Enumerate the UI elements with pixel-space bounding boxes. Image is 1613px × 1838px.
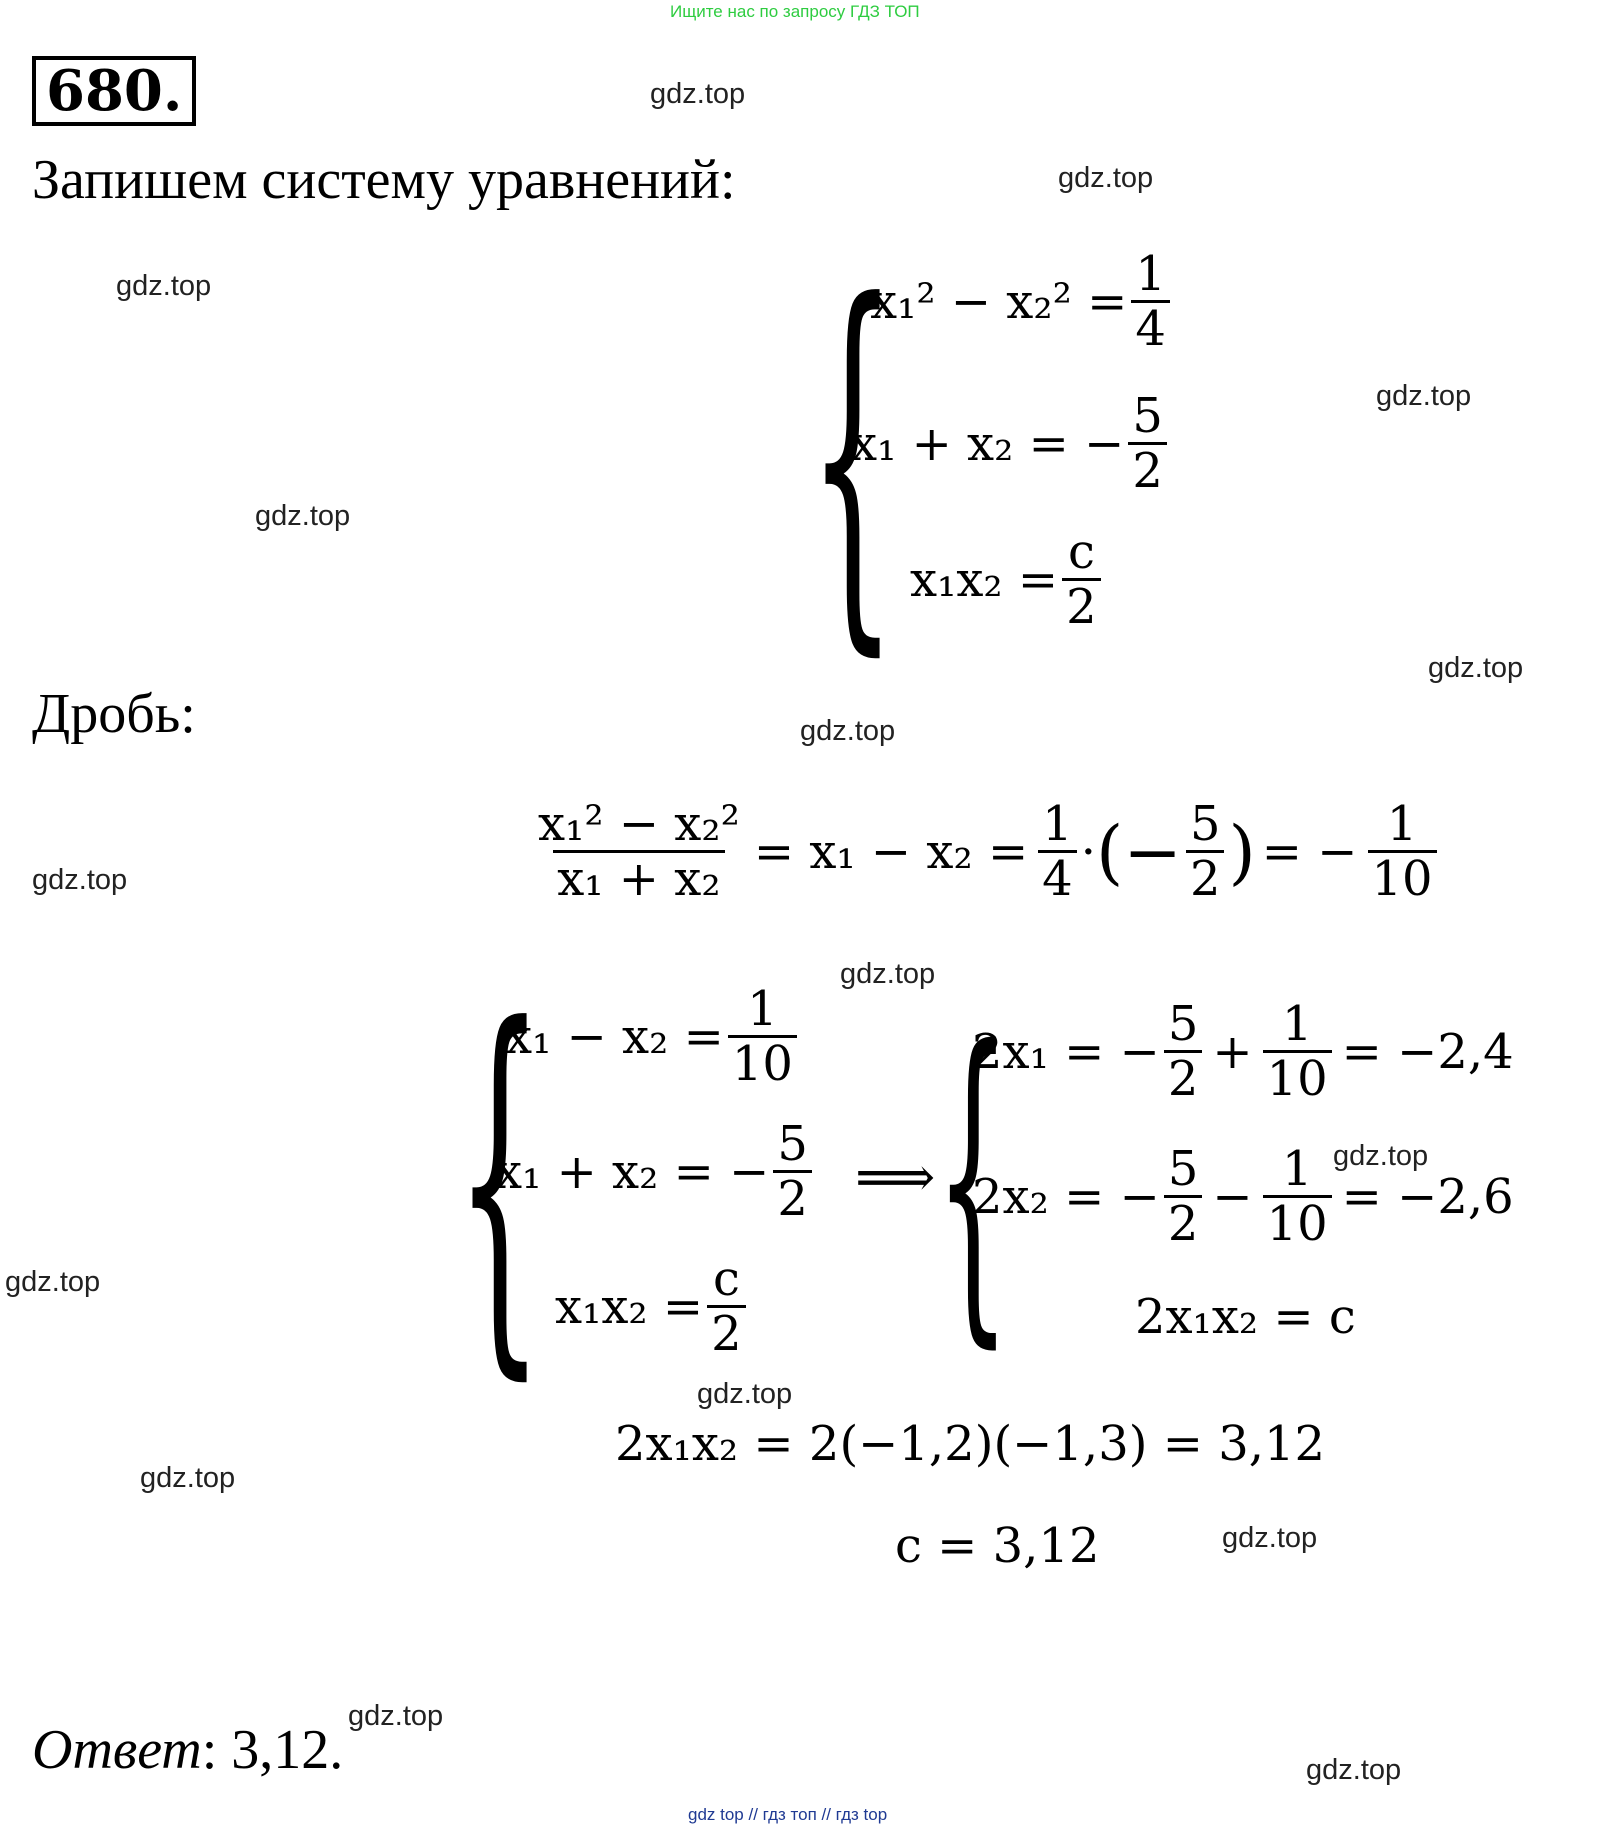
system2-left-row3-frac xyxy=(707,1251,746,1362)
frac-den: 10 xyxy=(1368,850,1437,903)
watermark: gdz.top xyxy=(1376,380,1472,412)
frac-num: 1 xyxy=(1281,996,1313,1052)
system2-right-row1-frac-b xyxy=(1263,996,1332,1107)
system1-row2 xyxy=(850,388,1171,499)
system2-right-row3: 2x₁x₂ = c xyxy=(1135,1289,1356,1345)
system2-right-row1 xyxy=(972,996,1514,1107)
fraction-eq-neg: = − xyxy=(1261,823,1358,880)
answer-label: Ответ xyxy=(32,1719,202,1781)
system1-row1-frac xyxy=(1131,246,1170,357)
frac-num: 1 xyxy=(1135,246,1166,302)
watermark: gdz.top xyxy=(5,1266,101,1298)
main-fraction xyxy=(534,796,744,907)
system1-row2-frac xyxy=(1128,388,1167,499)
fraction-f3 xyxy=(1368,796,1437,907)
system1-row2-lhs: x₁ + x₂ = − xyxy=(850,415,1125,472)
fraction-mid: = x₁ − x₂ = xyxy=(753,823,1029,880)
system1-row3-lhs: x₁x₂ = xyxy=(910,551,1059,608)
task-number: 680. xyxy=(32,56,196,126)
watermark: gdz.top xyxy=(1428,652,1524,684)
frac-num: 5 xyxy=(1167,1141,1199,1197)
frac-den: 2 xyxy=(1062,578,1101,631)
system2-right-row2-frac-a xyxy=(1164,1141,1203,1252)
frac-num: 5 xyxy=(1167,996,1199,1052)
watermark: gdz.top xyxy=(1333,1140,1429,1172)
frac-den: 10 xyxy=(1263,1050,1332,1103)
system2-left-brace: { xyxy=(455,947,545,1412)
fraction-paren-close: ) xyxy=(1228,810,1256,893)
frac-num: 1 xyxy=(747,981,778,1037)
frac-den: x₁ + x₂ xyxy=(553,850,724,903)
frac-num: x₁² − x₂² xyxy=(538,796,740,852)
watermark: gdz.top xyxy=(1222,1522,1318,1554)
frac-den: 4 xyxy=(1131,300,1170,353)
frac-den: 2 xyxy=(707,1305,746,1358)
implies-arrow: ⟹ xyxy=(855,1145,936,1210)
system2-right-row1-lhs: 2x₁ = − xyxy=(972,1023,1160,1080)
frac-num: 1 xyxy=(1386,796,1418,852)
frac-num: c xyxy=(1067,524,1095,580)
watermark: gdz.top xyxy=(800,715,896,747)
fraction-paren-open: (− xyxy=(1095,810,1182,893)
watermark: gdz.top xyxy=(32,864,128,896)
system2-right-row1-frac-a xyxy=(1164,996,1203,1107)
system1-row3 xyxy=(910,524,1105,635)
system2-right-row1-op: + xyxy=(1212,1023,1253,1080)
system1-row1 xyxy=(870,246,1174,357)
frac-num: 5 xyxy=(777,1116,808,1172)
footer-links[interactable]: gdz top // гдз топ // гдз top xyxy=(688,1805,888,1824)
system2-left-row3-lhs: x₁x₂ = xyxy=(555,1278,704,1335)
fraction-f2 xyxy=(1186,796,1225,907)
frac-num: 1 xyxy=(1281,1141,1313,1197)
fraction-f1 xyxy=(1038,796,1077,907)
watermark: gdz.top xyxy=(697,1378,793,1410)
system2-right-row2-op: − xyxy=(1212,1168,1253,1225)
watermark: gdz.top xyxy=(255,500,351,532)
watermark: gdz.top xyxy=(140,1462,236,1494)
system2-left-row2-lhs: x₁ + x₂ = − xyxy=(495,1143,770,1200)
frac-den: 10 xyxy=(1263,1195,1332,1248)
watermark: gdz.top xyxy=(840,958,936,990)
frac-den: 10 xyxy=(728,1035,797,1088)
frac-den: 4 xyxy=(1038,850,1077,903)
watermark: gdz.top xyxy=(116,270,212,302)
system2-right-row2-frac-b xyxy=(1263,1141,1332,1252)
system2-left-row2-frac xyxy=(773,1116,812,1227)
frac-den: 2 xyxy=(1128,442,1167,495)
answer-value: : 3,12. xyxy=(201,1719,344,1781)
frac-den: 2 xyxy=(1164,1195,1203,1248)
fraction-dot: · xyxy=(1080,823,1096,880)
system2-left-row1 xyxy=(505,981,801,1092)
system2-right-row2 xyxy=(972,1141,1514,1252)
system2-left-row3 xyxy=(555,1251,750,1362)
system2-left-row2 xyxy=(495,1116,816,1227)
frac-den: 2 xyxy=(1186,850,1225,903)
system2-left-row1-frac xyxy=(728,981,797,1092)
system1-brace: { xyxy=(808,223,898,688)
frac-den: 2 xyxy=(1164,1050,1203,1103)
system1-row3-frac xyxy=(1062,524,1101,635)
watermark: gdz.top xyxy=(1306,1754,1402,1786)
frac-num: 1 xyxy=(1042,796,1073,852)
answer xyxy=(32,1718,343,1782)
system2-right-row2-res: = −2,6 xyxy=(1341,1168,1514,1225)
fraction-heading: Дробь: xyxy=(32,683,196,745)
system2-left-row1-lhs: x₁ − x₂ = xyxy=(505,1008,724,1065)
frac-den: 2 xyxy=(773,1170,812,1223)
fraction-expression xyxy=(530,796,1441,907)
heading: Запишем систему уравнений: xyxy=(32,149,736,211)
product-line: 2x₁x₂ = 2(−1,2)(−1,3) = 3,12 xyxy=(615,1416,1326,1472)
frac-num: 5 xyxy=(1189,796,1221,852)
frac-num: 5 xyxy=(1132,388,1163,444)
system2-right-row1-res: = −2,4 xyxy=(1341,1023,1514,1080)
top-banner[interactable]: Ищите нас по запросу ГДЗ ТОП xyxy=(670,2,920,21)
watermark: gdz.top xyxy=(348,1700,444,1732)
system1-row1-lhs: x₁² − x₂² = xyxy=(870,273,1128,330)
c-line: c = 3,12 xyxy=(895,1518,1100,1574)
watermark: gdz.top xyxy=(650,78,746,110)
system2-right-brace: { xyxy=(935,980,1011,1376)
frac-num: c xyxy=(712,1251,740,1307)
system2-right-row2-lhs: 2x₂ = − xyxy=(972,1168,1160,1225)
watermark: gdz.top xyxy=(1058,162,1154,194)
